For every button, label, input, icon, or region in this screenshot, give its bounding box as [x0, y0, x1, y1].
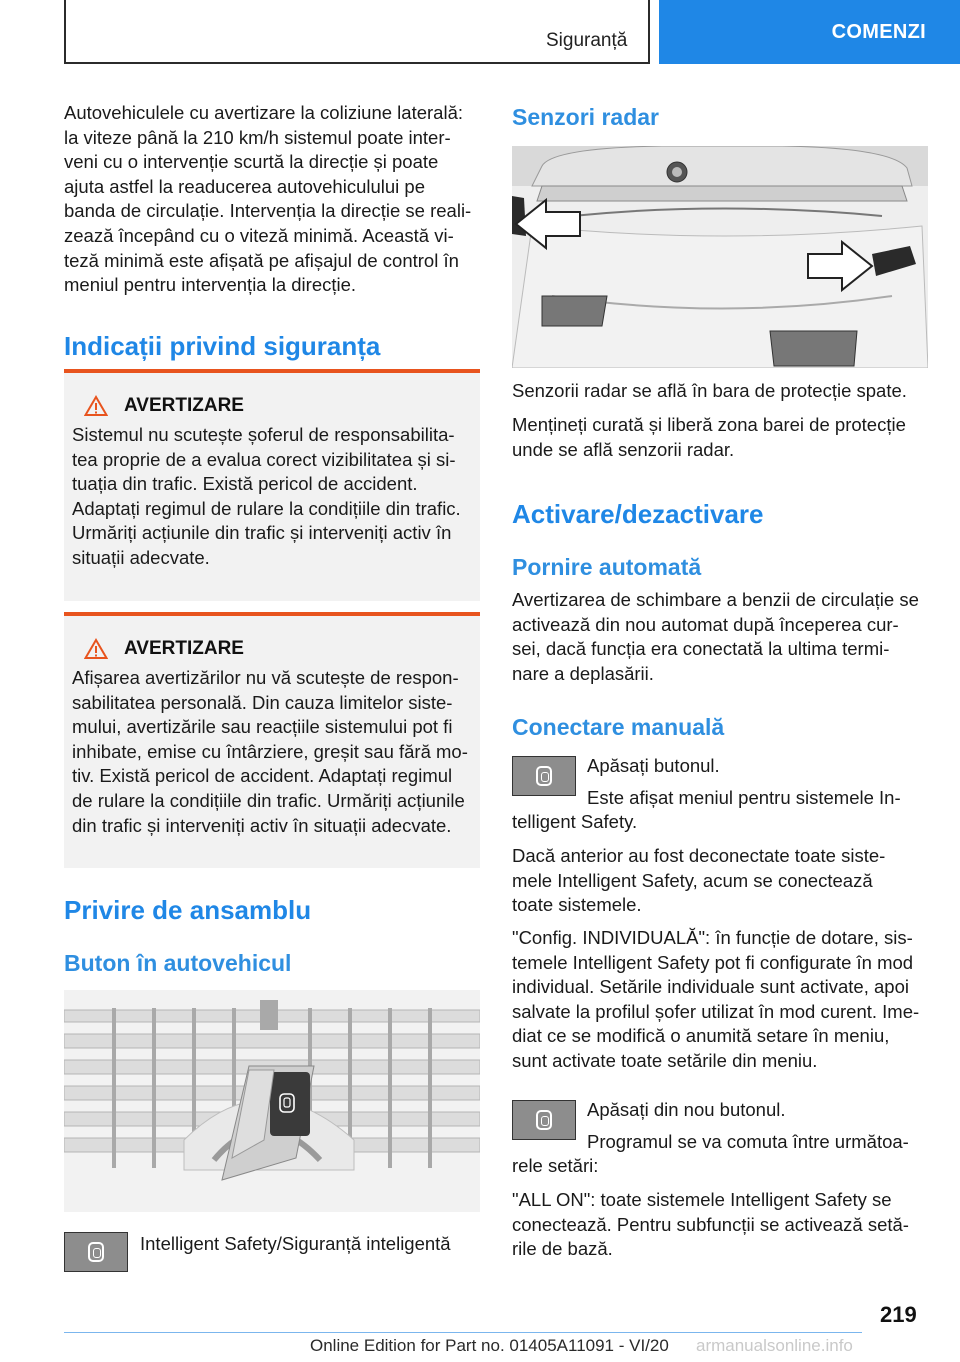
intelligent-safety-icon: [512, 1100, 576, 1140]
page-number: 219: [880, 1302, 917, 1327]
header-chapter-tab[interactable]: COMENZI: [659, 0, 960, 64]
warning-title: AVERTIZARE: [124, 638, 244, 659]
safety-heading: Indicații privind siguranța: [64, 331, 381, 361]
press-again-text: Apăsați din nou butonul.: [587, 1099, 786, 1120]
program-switch-text-a: Programul se va comuta între următoa‐: [587, 1131, 909, 1152]
config-individual-text: "Config. INDIVIDUALĂ": în funcție de dotare, sis‐ temele Intelligent Safety pot fi configurate în mod individual. Setările individuale sunt activate, apoi salvate la profilul șofer utilizat în mod curent. Ime‐ diat ce se modifică o anumită setare în meniu, sunt activate toate setările din meniu.: [512, 927, 920, 1071]
radar-heading: Senzori radar: [512, 104, 659, 130]
menu-shown-text-a: Este afișat meniul pentru sistemele In‐: [587, 787, 901, 808]
warning-triangle-icon: [84, 638, 108, 660]
program-switch-text-b: rele setări:: [512, 1155, 599, 1176]
warning-box-2: [64, 612, 480, 868]
warning-box-1: [64, 369, 480, 601]
radar-clean-text: Mențineți curată și liberă zona barei de protecție unde se află senzorii radar.: [512, 414, 906, 460]
header-divider-left: [64, 0, 66, 64]
previously-off-text: Dacă anterior au fost deconectate toate siste‐ mele Intelligent Safety, acum se conectează toate sistemele.: [512, 845, 886, 916]
auto-start-heading: Pornire automată: [512, 554, 702, 580]
warning-text: Afișarea avertizărilor nu vă scutește de respon‐ sabilitatea personală. Din cauza limitelor siste‐ mului, avertizările sau reacțiile sistemului pot fi inhibate, emise cu întârziere, greșit sau fără mo‐ tiv. Există pericol de accident. Adaptați regimul de rulare la condițiile din trafic. Urmăriți acțiunile din trafic și interveniți activ în situații adecvate.: [72, 667, 468, 836]
footer-watermark: armanualsonline.info: [696, 1336, 853, 1355]
overview-heading: Privire de ansamblu: [64, 895, 312, 925]
auto-start-text: Avertizarea de schimbare a benzii de circulație se activează din nou automat după începerea cur‐ sei, dacă funcția era conectată la ultima termi‐ nare a deplasării.: [512, 589, 919, 684]
grille-button-photo: [64, 990, 480, 1212]
header-section-title: Siguranță: [546, 30, 628, 51]
button-caption: Intelligent Safety/Siguranță inteligentă: [140, 1233, 451, 1254]
press-button-text: Apăsați butonul.: [587, 755, 720, 776]
activation-heading: Activare/dezactivare: [512, 499, 764, 529]
warning-text: Sistemul nu scutește șoferul de responsabilita‐ tea proprie de a evalua corect vizibilitatea și si‐ tuația din trafic. Există pericol de accident. Adaptați regimul de rulare la condițiile din trafic. Urmăriți acțiunile din trafic și interveniți activ în situații adecvate.: [72, 424, 461, 568]
all-on-text: "ALL ON": toate sistemele Intelligent Safety se conectează. Pentru subfuncții se activează setă‐ rile de bază.: [512, 1189, 909, 1260]
intelligent-safety-icon: [64, 1232, 128, 1272]
warning-triangle-icon: [84, 395, 108, 417]
manual-heading: Conectare manuală: [512, 714, 725, 740]
menu-shown-text-b: telligent Safety.: [512, 811, 638, 832]
header-divider-right: [648, 0, 650, 64]
button-heading: Buton în autovehicul: [64, 950, 292, 976]
warning-title: AVERTIZARE: [124, 395, 244, 416]
intelligent-safety-icon: [512, 756, 576, 796]
radar-location-text: Senzorii radar se află în bara de protecție spate.: [512, 380, 907, 401]
rear-bumper-radar-photo: [512, 146, 928, 368]
intro-paragraph: Autovehiculele cu avertizare la coliziune laterală: la viteze până la 210 km/h sistemul poate inter‐ veni cu o intervenție scurtă la direcție și poate ajuta astfel la readucerea autovehiculului pe banda de circulație. Intervenția la direcție se reali‐ zează începând cu o viteză minimă. Această vi‐ teză minimă este afișată pe afișajul de control în meniul pentru intervenția la direcție.: [64, 102, 472, 296]
footer-rule: [64, 1332, 862, 1333]
header-underline: [64, 62, 650, 64]
footer-edition: Online Edition for Part no. 01405A11091 - VI/20: [310, 1336, 669, 1355]
